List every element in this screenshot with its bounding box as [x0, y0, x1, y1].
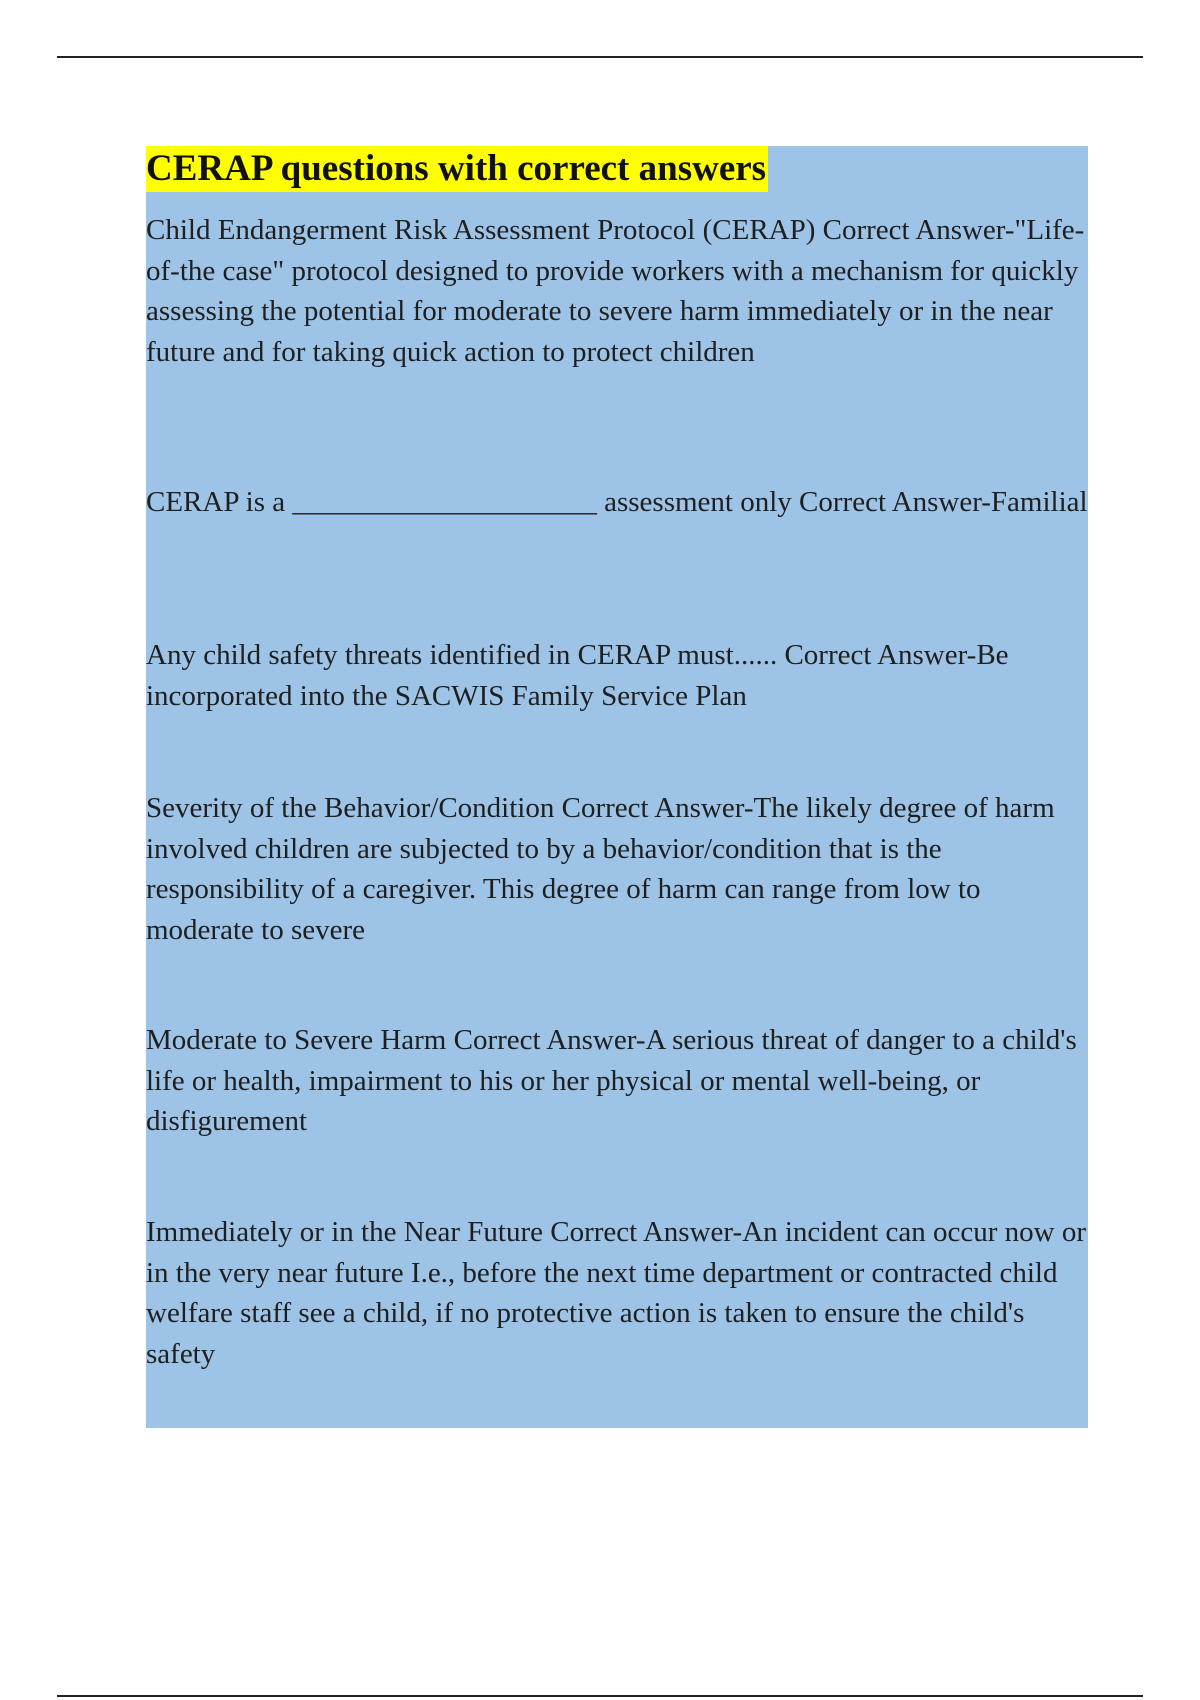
- document-content-block: [146, 146, 1088, 1428]
- bottom-rule: [57, 1695, 1143, 1697]
- title-line: [146, 146, 1088, 192]
- qa-entry-cerap-definition: Child Endangerment Risk Assessment Protocol (CERAP) Correct Answer-"Life-of-the case" protocol designed to provide workers with a mechanism for quickly assessing the potential for moderate to severe harm immediately or in the near future and for taking quick action to protect children: [146, 214, 1085, 368]
- qa-entry-moderate-severe-harm: Moderate to Severe Harm Correct Answer-A serious threat of danger to a child's life or health, impairment to his or her physical or mental well-being, or disfigurement: [146, 1024, 1077, 1137]
- document-title: CERAP questions with correct answers: [146, 146, 768, 192]
- qa-entry-safety-threats: Any child safety threats identified in CERAP must...... Correct Answer-Be incorporated into the SACWIS Family Service Plan: [146, 639, 1009, 712]
- top-rule: [57, 56, 1143, 58]
- qa-entry-near-future: Immediately or in the Near Future Correct Answer-An incident can occur now or in the very near future I.e., before the next time department or contracted child welfare staff see a child, if no protective action is taken to ensure the child's safety: [146, 1216, 1086, 1370]
- qa-entry-severity: Severity of the Behavior/Condition Correct Answer-The likely degree of harm involved children are subjected to by a behavior/condition that is the responsibility of a caregiver. This degree of harm can range from low to moderate to severe: [146, 792, 1055, 946]
- qa-entry-assessment-type: CERAP is a _____________________ assessment only Correct Answer-Familial: [146, 486, 1088, 518]
